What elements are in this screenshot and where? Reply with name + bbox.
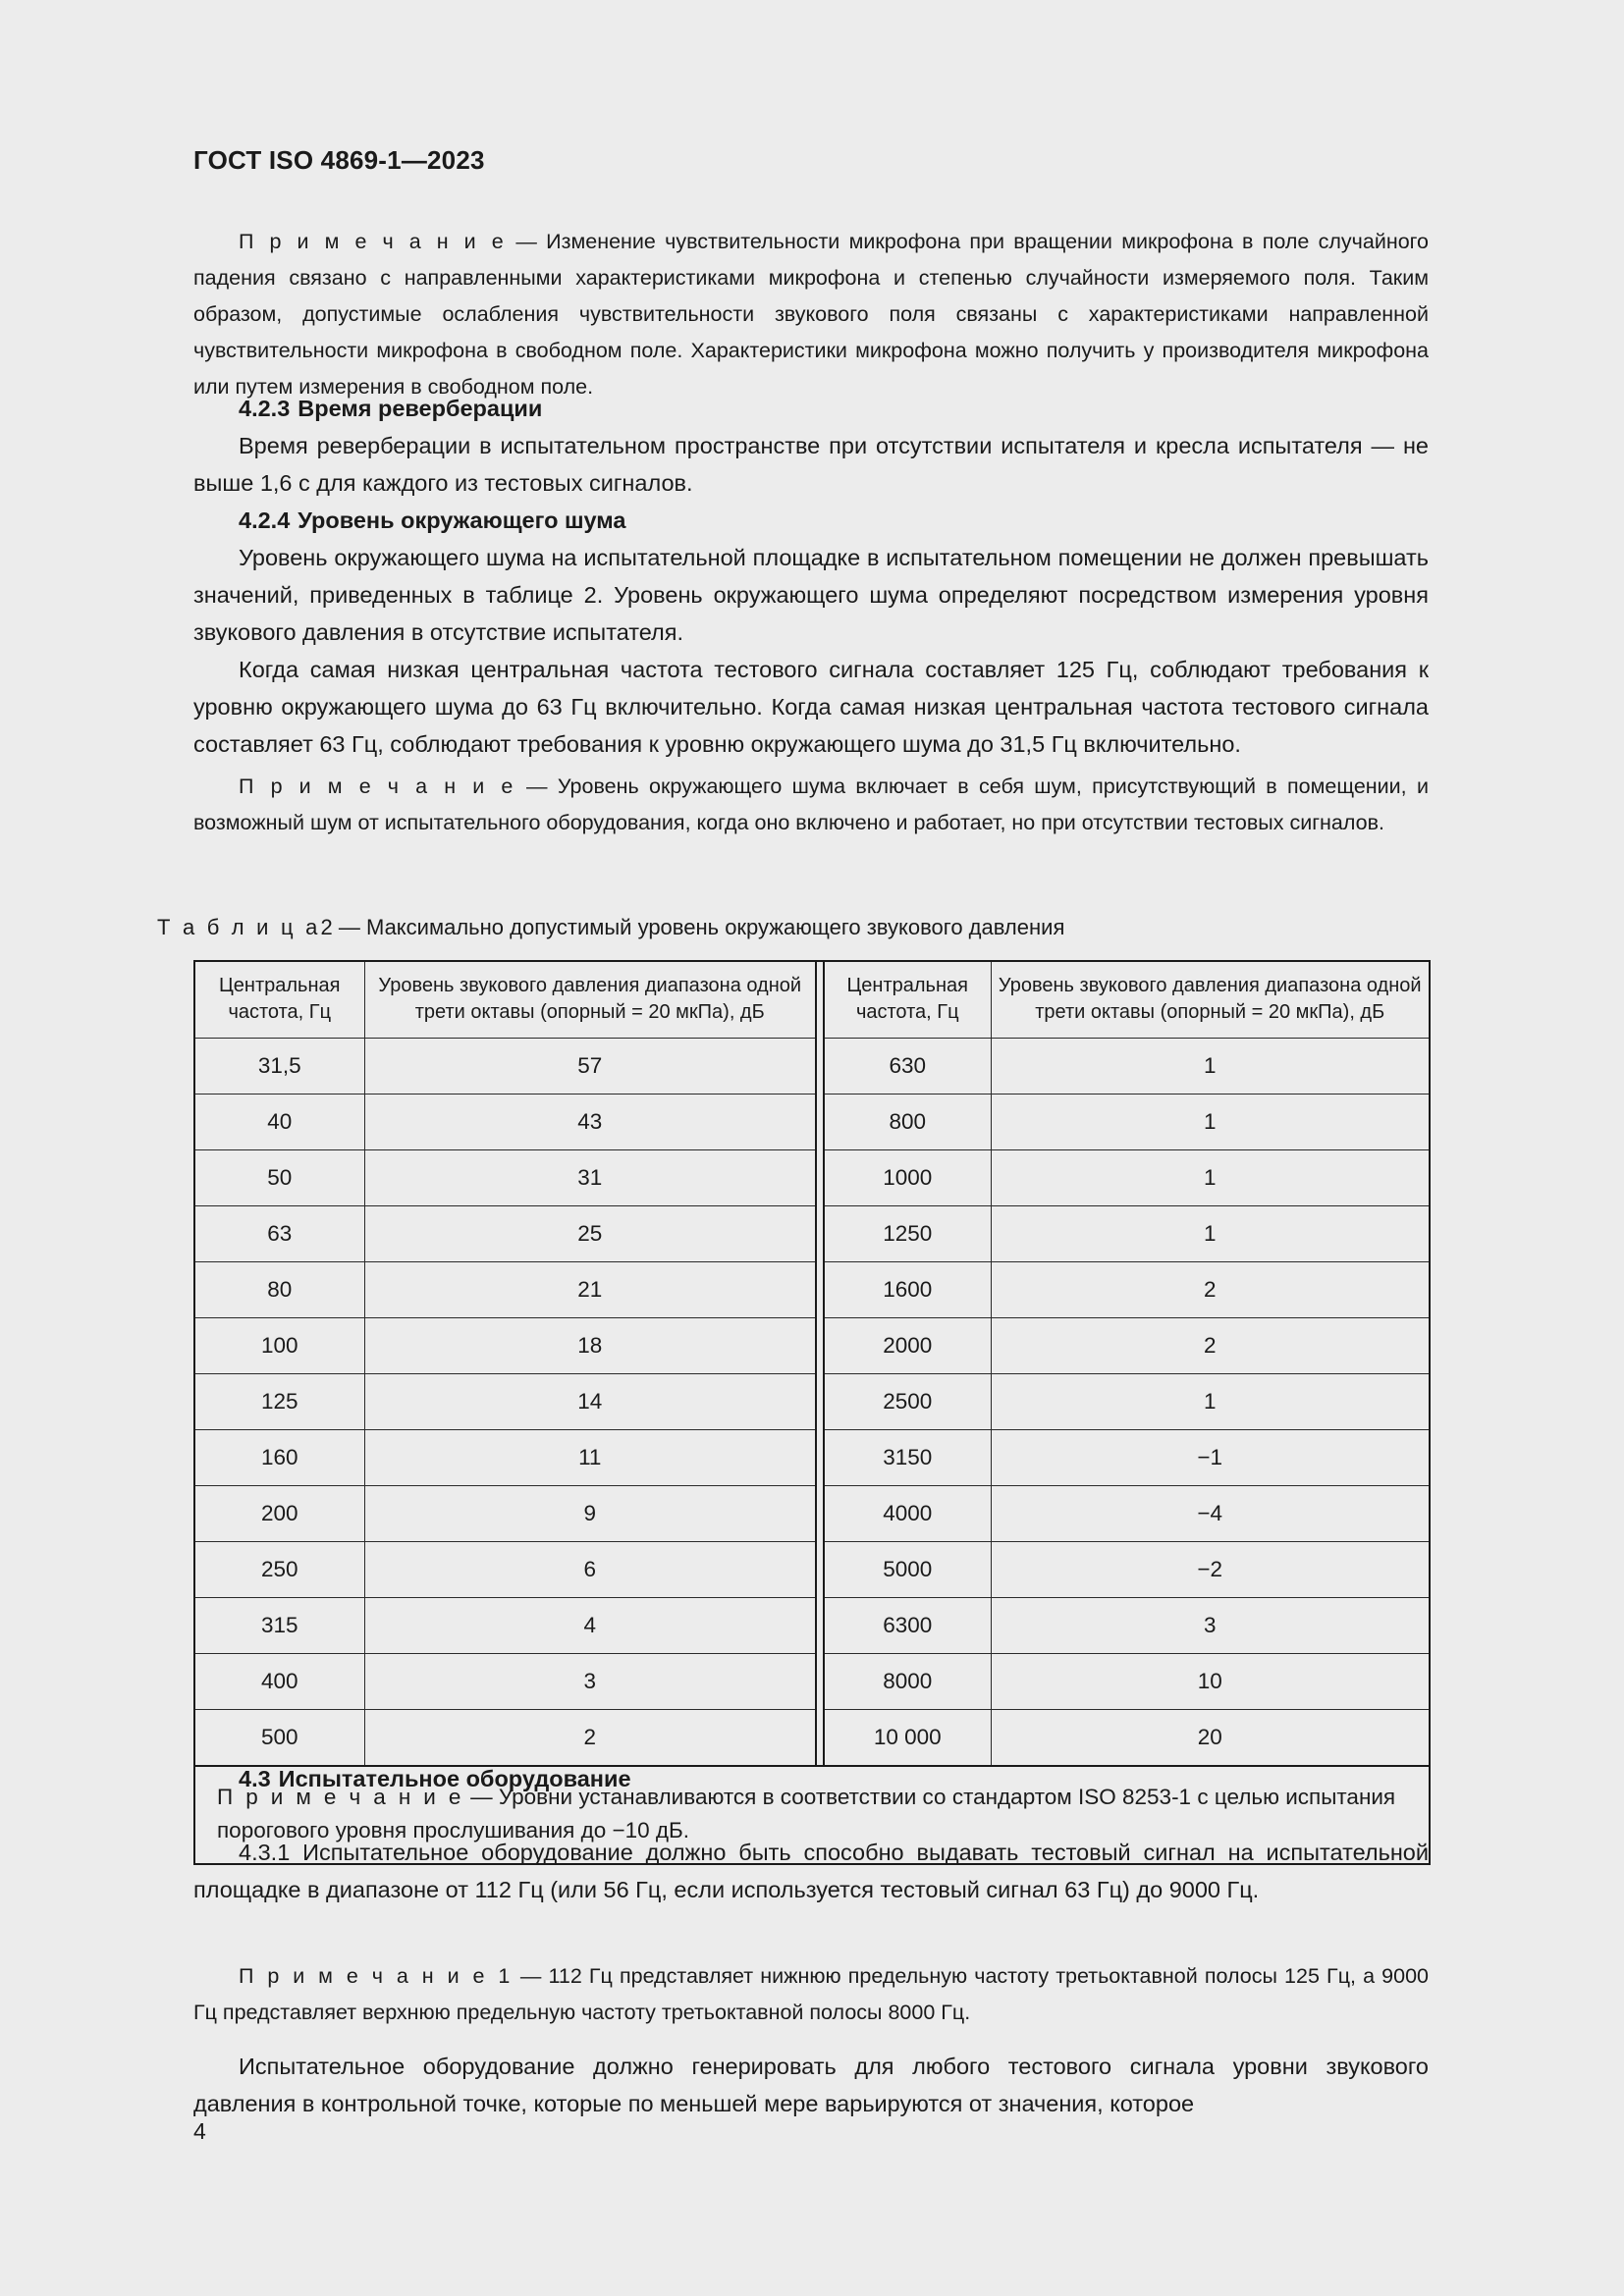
note-3-label: П р и м е ч а н и е 1: [239, 1964, 514, 1988]
cell-frequency-right: 2500: [824, 1374, 991, 1430]
table-row: [194, 1262, 1430, 1318]
table-middle-divider: [816, 961, 824, 1039]
note-2-paragraph: [193, 769, 1429, 841]
section-4-3-title: Испытательное оборудование: [278, 1766, 631, 1791]
cell-level-left: 6: [364, 1542, 816, 1598]
cell-level-right: 1: [991, 1374, 1430, 1430]
table-2-caption: [157, 913, 1064, 942]
section-4-2-3-number: 4.2.3: [239, 396, 291, 421]
cell-level-right: 2: [991, 1262, 1430, 1318]
section-4-2-4-heading: [193, 502, 1429, 539]
table-middle-divider-cell: [816, 1206, 824, 1262]
section-4-3-1: [193, 1834, 1429, 1908]
header-frequency-right-line2: частота, Гц: [855, 1001, 959, 1023]
table-footnote-label: П р и м е ч а н и е: [217, 1785, 464, 1809]
table-middle-divider-cell: [816, 1430, 824, 1486]
table-row: [194, 1150, 1430, 1206]
section-4-3-heading: [193, 1760, 1429, 1797]
section-4-3-number: 4.3: [239, 1766, 271, 1791]
cell-level-left: 18: [364, 1318, 816, 1374]
cell-level-right: −2: [991, 1542, 1430, 1598]
closing-paragraph-block: [193, 2048, 1429, 2122]
cell-frequency-left: 40: [194, 1095, 364, 1150]
cell-level-left: 3: [364, 1654, 816, 1710]
note-block-3: [193, 1958, 1429, 2031]
section-4-2-4-paragraph-2: Когда самая низкая центральная частота тестового сигнала составляет 125 Гц, соблюдают требования к уровню окружающего шума до 63 Гц включительно. Когда самая низкая центральная частота тестового сигнала составляет 63 Гц, соблюдают требования к уровню окружающего шума до 31,5 Гц включительно.: [193, 657, 1429, 757]
table-row: [194, 1598, 1430, 1654]
cell-frequency-left: 200: [194, 1486, 364, 1542]
note-1-dash: —: [507, 230, 547, 253]
table-footnote-dash: —: [463, 1785, 499, 1809]
cell-frequency-right: 800: [824, 1095, 991, 1150]
cell-frequency-left: 63: [194, 1206, 364, 1262]
cell-frequency-left: 160: [194, 1430, 364, 1486]
note-3-dash: —: [513, 1964, 549, 1988]
section-4-3-1-paragraph: 4.3.1 Испытательное оборудование должно быть способно выдавать тестовый сигнал на испытательной площадке в диапазоне от 112 Гц (или 56 Гц, если используется тестовый сигнал 63 Гц) до 9000 Гц.: [193, 1840, 1429, 1902]
cell-level-left: 11: [364, 1430, 816, 1486]
note-block-1: [193, 224, 1429, 405]
section-4-2-3-paragraph: Время реверберации в испытательном пространстве при отсутствии испытателя и кресла испытателя — не выше 1,6 с для каждого из тестовых сигналов.: [193, 433, 1429, 496]
cell-frequency-left: 500: [194, 1710, 364, 1767]
header-frequency-left: [194, 961, 364, 1039]
table-middle-divider-cell: [816, 1318, 824, 1374]
note-block-2: [193, 769, 1429, 841]
cell-level-right: 1: [991, 1095, 1430, 1150]
table-row: [194, 1542, 1430, 1598]
header-frequency-left-line2: частота, Гц: [228, 1001, 332, 1023]
cell-frequency-left: 125: [194, 1374, 364, 1430]
table-row: [194, 1206, 1430, 1262]
page-number: 4: [193, 2118, 206, 2144]
cell-level-left: 2: [364, 1710, 816, 1767]
table-row: [194, 1039, 1430, 1095]
cell-frequency-left: 100: [194, 1318, 364, 1374]
note-1-label: П р и м е ч а н и е: [239, 230, 508, 253]
cell-level-left: 4: [364, 1598, 816, 1654]
table-head: [194, 961, 1430, 1039]
cell-level-right: −1: [991, 1430, 1430, 1486]
table-footnote-text: Уровни устанавливаются в соответствии со стандартом ISO 8253-1 с целью испытания порогового уровня прослушивания до −10 дБ.: [217, 1785, 1396, 1842]
cell-frequency-right: 1250: [824, 1206, 991, 1262]
cell-level-right: 20: [991, 1710, 1430, 1767]
header-level-right: [991, 961, 1430, 1039]
table-middle-divider-cell: [816, 1654, 824, 1710]
document-standard-header: ГОСТ ISO 4869-1—2023: [193, 145, 485, 175]
cell-level-right: 1: [991, 1206, 1430, 1262]
cell-level-right: −4: [991, 1486, 1430, 1542]
cell-frequency-left: 80: [194, 1262, 364, 1318]
section-4-2-4: [193, 502, 1429, 763]
table-middle-divider-cell: [816, 1095, 824, 1150]
note-2-text: Уровень окружающего шума включает в себя шум, присутствующий в помещении, и возможный шум от испытательного оборудования, когда оно включено и работает, но при отсутствии тестовых сигналов.: [193, 774, 1429, 834]
ambient-noise-table: [193, 960, 1431, 1865]
table-row: [194, 1374, 1430, 1430]
cell-frequency-right: 4000: [824, 1486, 991, 1542]
cell-frequency-right: 6300: [824, 1598, 991, 1654]
table-middle-divider-cell: [816, 1150, 824, 1206]
header-level-left-line2: трети октавы (опорный = 20 мкПа), дБ: [414, 1001, 765, 1023]
table-row: [194, 1710, 1430, 1767]
section-4-2-3-title: Время реверберации: [298, 396, 543, 421]
cell-frequency-left: 50: [194, 1150, 364, 1206]
note-1-paragraph: [193, 224, 1429, 405]
cell-level-right: 3: [991, 1598, 1430, 1654]
table-caption-title: Максимально допустимый уровень окружающего звукового давления: [366, 915, 1065, 939]
table-caption-dash: —: [332, 915, 366, 939]
cell-level-right: 1: [991, 1039, 1430, 1095]
note-3-text: 112 Гц представляет нижнюю предельную частоту третьоктавной полосы 125 Гц, а 9000 Гц представляет верхнюю предельную частоту третьоктавной полосы 8000 Гц.: [193, 1964, 1430, 2024]
note-2-dash: —: [515, 774, 558, 798]
section-4-2-4-paragraph-1: Уровень окружающего шума на испытательной площадке в испытательном помещении не должен превышать значений, приведенных в таблице 2. Уровень окружающего шума определяют посредством измерения уровня звукового давления в отсутствие испытателя.: [193, 545, 1429, 645]
cell-level-left: 9: [364, 1486, 816, 1542]
cell-frequency-right: 3150: [824, 1430, 991, 1486]
cell-frequency-right: 10 000: [824, 1710, 991, 1767]
cell-level-left: 31: [364, 1150, 816, 1206]
table-2-wrapper: [193, 960, 1429, 1865]
table-middle-divider-cell: [816, 1262, 824, 1318]
cell-frequency-right: 1600: [824, 1262, 991, 1318]
table-row: [194, 1486, 1430, 1542]
cell-frequency-right: 2000: [824, 1318, 991, 1374]
section-4-2-4-number: 4.2.4: [239, 507, 291, 533]
cell-level-left: 14: [364, 1374, 816, 1430]
cell-frequency-left: 400: [194, 1654, 364, 1710]
note-2-label: П р и м е ч а н и е: [239, 774, 516, 798]
section-4-2-3-heading: [193, 390, 1429, 427]
cell-frequency-left: 250: [194, 1542, 364, 1598]
header-frequency-left-line1: Центральная: [219, 975, 341, 996]
cell-level-left: 43: [364, 1095, 816, 1150]
cell-level-left: 21: [364, 1262, 816, 1318]
cell-frequency-right: 1000: [824, 1150, 991, 1206]
table-body: [194, 1039, 1430, 1767]
table-middle-divider-cell: [816, 1710, 824, 1767]
cell-level-right: 2: [991, 1318, 1430, 1374]
table-caption-number: 2: [320, 915, 333, 939]
cell-frequency-left: 31,5: [194, 1039, 364, 1095]
header-level-right-line1: Уровень звукового давления диапазона одной: [998, 975, 1422, 996]
header-frequency-right-line1: Центральная: [846, 975, 968, 996]
section-4-2-3: [193, 390, 1429, 502]
note-1-text: Изменение чувствительности микрофона при вращении микрофона в поле случайного падения связано с направленными характеристиками микрофона и степенью случайности измеряемого поля. Таким образом, допустимые ослабления чувствительности звукового поля связаны с характеристиками направленной чувствительности микрофона в свободном поле. Характеристики микрофона можно получить у производителя микрофона или путем измерения в свободном поле.: [193, 230, 1429, 399]
table-caption-word: Т а б л и ц а: [157, 915, 321, 939]
table-row: [194, 1318, 1430, 1374]
cell-frequency-right: 5000: [824, 1542, 991, 1598]
closing-paragraph: Испытательное оборудование должно генерировать для любого тестового сигнала уровни звукового давления в контрольной точке, которые по меньшей мере варьируются от значения, которое: [193, 2054, 1429, 2116]
table-middle-divider-cell: [816, 1374, 824, 1430]
header-frequency-right: [824, 961, 991, 1039]
header-level-left: [364, 961, 816, 1039]
cell-level-right: 1: [991, 1150, 1430, 1206]
header-level-left-line1: Уровень звукового давления диапазона одной: [378, 975, 802, 996]
cell-frequency-right: 8000: [824, 1654, 991, 1710]
cell-frequency-right: 630: [824, 1039, 991, 1095]
table-header-row: [194, 961, 1430, 1039]
cell-level-left: 57: [364, 1039, 816, 1095]
cell-level-left: 25: [364, 1206, 816, 1262]
table-row: [194, 1430, 1430, 1486]
table-row: [194, 1654, 1430, 1710]
section-4-2-4-title: Уровень окружающего шума: [298, 507, 626, 533]
table-middle-divider-cell: [816, 1542, 824, 1598]
note-3-paragraph: [193, 1958, 1429, 2031]
cell-level-right: 10: [991, 1654, 1430, 1710]
table-row: [194, 1095, 1430, 1150]
table-middle-divider-cell: [816, 1598, 824, 1654]
section-4-3: [193, 1760, 1429, 1797]
header-level-right-line2: трети октавы (опорный = 20 мкПа), дБ: [1035, 1001, 1385, 1023]
table-middle-divider-cell: [816, 1039, 824, 1095]
table-middle-divider-cell: [816, 1486, 824, 1542]
cell-frequency-left: 315: [194, 1598, 364, 1654]
